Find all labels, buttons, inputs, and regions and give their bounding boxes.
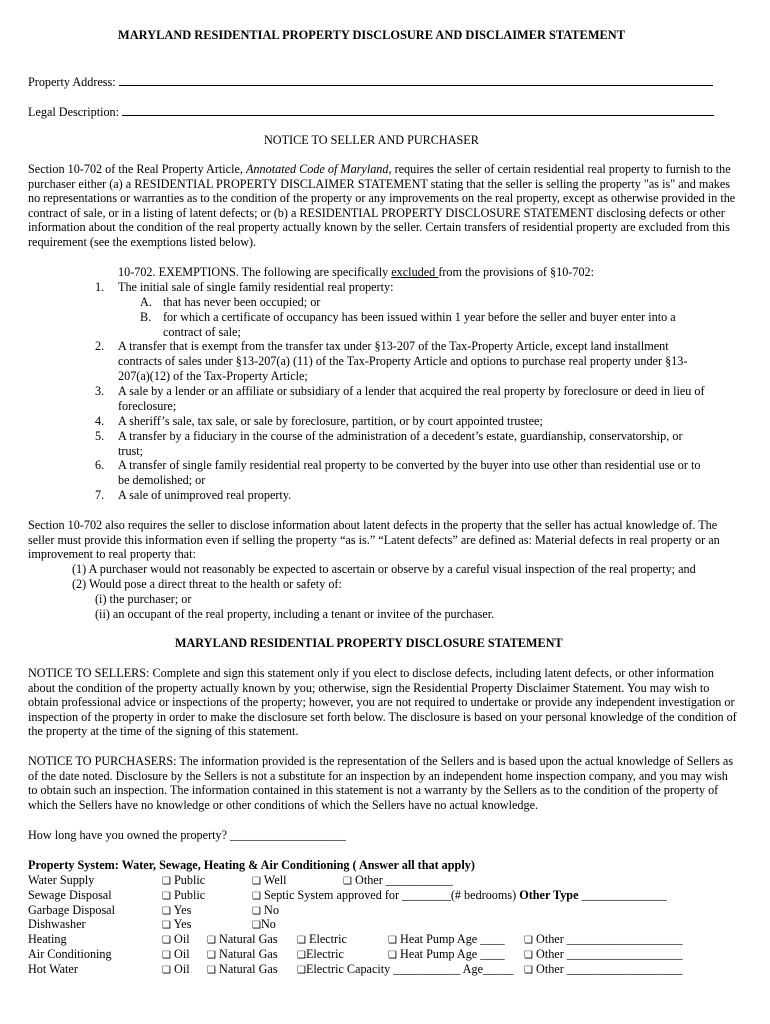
legal-description-label: Legal Description: [28,105,120,119]
checkbox-option[interactable] [297,962,513,979]
option-label: Natural Gas [219,932,278,946]
latent-sub-1: (i) the purchaser; or [95,592,192,606]
option-label: Other ___________________ [536,932,683,946]
checkbox-icon[interactable]: ❑ [162,935,171,946]
latent-defects-paragraph: Section 10-702 also requires the seller to disclose information about latent defects in the property that the seller has actual knowledge of. The seller must provide this information even if selling the property “as is.” “Latent defects” are defined as: Material defects in real property or an improvement to real property that: [28,518,720,562]
option-label: Well [263,873,287,887]
document-title: MARYLAND RESIDENTIAL PROPERTY DISCLOSURE AND DISCLAIMER STATEMENT [118,28,625,42]
exemption-text: A sale of unimproved real property. [118,488,292,502]
checkbox-option[interactable] [252,888,667,905]
exemption-text: A transfer that is exempt from the transfer tax under §13-207 of the Tax-Property Article, except land installment [118,339,669,353]
option-label: Other ___________________ [536,962,683,976]
checkbox-icon[interactable]: ❑ [388,935,397,946]
row-label: Air Conditioning [28,947,112,961]
exemption-num: B. [140,310,152,324]
intro-italic: Annotated Code of Maryland [245,162,389,176]
row-label: Heating [28,932,67,946]
option-label: Other ___________________ [536,947,683,961]
exemption-num: 4. [95,414,105,428]
checkbox-icon[interactable]: ❑ [207,935,216,946]
ownership-duration-question[interactable]: How long have you owned the property? ___________________ [28,828,346,842]
notice-to-sellers: NOTICE TO SELLERS: Complete and sign this statement only if you elect to disclose defects, including latent defects, or other information about the condition of the property actually known by you; otherwise, sign the Residential Property Disclaimer Statement. You may wish to obtain professional advice or inspections of the property; however, you are not required to undertake or provide any independent investigation or inspection of the property in order to make the disclosure set forth below. The disclosure is based on your personal knowledge of the condition of the property at the time of the signing of this statement. [28,666,737,739]
checkbox-icon[interactable]: ❑ [162,920,171,931]
exemptions-heading-text-2: from the provisions of §10-702: [438,265,595,279]
property-address-field[interactable] [28,73,713,90]
checkbox-icon[interactable]: ❑ [162,876,171,887]
option-label: Natural Gas [219,962,278,976]
option-label: Natural Gas [219,947,278,961]
option-label: Yes [173,917,192,931]
checkbox-icon[interactable]: ❑ [207,950,216,961]
option-label: Electric Capacity ___________ Age_____ [305,962,514,976]
latent-item-1: (1) A purchaser would not reasonably be expected to ascertain or observe by a careful visual inspection of the real property; and [72,562,696,576]
checkbox-icon[interactable]: ❑ [162,965,171,976]
exemption-num: 2. [95,339,105,353]
row-label: Water Supply [28,873,95,887]
intro-paragraph [28,162,740,250]
checkbox-icon[interactable]: ❑ [252,920,261,931]
exemption-text: foreclosure; [118,399,177,413]
exemption-text: A transfer by a fiduciary in the course of the administration of a decedent’s estate, guardianship, conservatorship, or [118,429,683,443]
option-label: Oil [174,947,190,961]
checkbox-icon[interactable]: ❑ [297,950,306,961]
checkbox-icon[interactable]: ❑ [162,950,171,961]
row-label: Garbage Disposal [28,903,115,917]
checkbox-icon[interactable]: ❑ [388,950,397,961]
option-label: Public [174,888,206,902]
property-system-heading: Property System: Water, Sewage, Heating & Air Conditioning ( Answer all that apply) [28,858,475,872]
option-label: Oil [174,962,190,976]
intro-text-2: , requires the seller of certain residential real property to furnish to the purchaser either (a) a RESIDENTIAL PROPERTY DISCLAIMER STATEMENT stating that the seller is selling the property "as is" and makes no representations or warranties as to the condition of the property or any improvements on the real property, except as otherwise provided in the contract of sale, or in a listing of latent defects; or (b) a RESIDENTIAL PROPERTY DISCLOSURE STATEMENT disclosing defects or other information about the condition of the real property actually known by the seller. Certain transfers of residential property are excluded from this requirement (see the exemptions listed below). [28,162,736,249]
exemption-num: A. [140,295,152,309]
checkbox-icon[interactable]: ❑ [343,876,352,887]
exemption-text: contract of sale; [163,325,241,339]
notice-to-purchasers: NOTICE TO PURCHASERS: The information provided is the representation of the Sellers and is based upon the actual knowledge of Sellers as of the date noted. Disclosure by the Sellers is not a substitute for an inspection by an independent home inspection company, and you may wish to obtain such an inspection. The information contained in this statement is not a warranty by the Sellers as to the condition of the property of which the Sellers have no knowledge or other conditions of which the Sellers have no actual knowledge. [28,754,734,812]
disclosure-heading: MARYLAND RESIDENTIAL PROPERTY DISCLOSURE STATEMENT [175,636,563,650]
checkbox-icon[interactable]: ❑ [524,935,533,946]
checkbox-icon[interactable]: ❑ [297,935,306,946]
legal-description-line[interactable] [122,103,714,116]
exemptions-heading-underlined: excluded [391,265,439,279]
exemption-text: A transfer of single family residential real property to be converted by the buyer into use other than residential use or to [118,458,701,472]
latent-item-2: (2) Would pose a direct threat to the health or safety of: [72,577,342,591]
exemption-num: 1. [95,280,105,294]
option-label: No [264,903,279,917]
legal-description-field[interactable] [28,103,714,120]
exemption-text: be demolished; or [118,473,206,487]
exemption-num: 7. [95,488,105,502]
exemption-num: 3. [95,384,105,398]
checkbox-icon[interactable]: ❑ [162,891,171,902]
option-label: Electric [309,932,347,946]
exemptions-heading-text: 10-702. EXEMPTIONS. The following are specifically [118,265,392,279]
option-label: Septic System approved for ________(# bedrooms) [264,888,517,902]
checkbox-icon[interactable]: ❑ [252,906,261,917]
property-address-line[interactable] [119,73,713,86]
exemption-text: trust; [118,444,144,458]
checkbox-option[interactable] [162,962,190,979]
row-label: Sewage Disposal [28,888,112,902]
checkbox-icon[interactable]: ❑ [162,906,171,917]
latent-sub-2: (ii) an occupant of the real property, including a tenant or invitee of the purchaser. [95,607,495,621]
exemption-num: 6. [95,458,105,472]
exemption-text: for which a certificate of occupancy has been issued within 1 year before the seller and buyer enter into a [163,310,676,324]
option-label: Heat Pump Age ____ [400,932,505,946]
option-label: Public [174,873,206,887]
exemption-text: contracts of sales under §13-207(a) (11) of the Tax-Property Article and options to purchase real property under §13- [118,354,688,368]
option-label: Oil [174,932,190,946]
notice-heading: NOTICE TO SELLER AND PURCHASER [264,133,479,147]
option-label: Other ___________ [355,873,453,887]
checkbox-icon[interactable]: ❑ [297,965,306,976]
row-label: Dishwasher [28,917,86,931]
option-label: Heat Pump Age ____ [400,947,505,961]
option-label: Yes [173,903,192,917]
exemption-text: that has never been occupied; or [163,295,321,309]
checkbox-icon[interactable]: ❑ [252,876,261,887]
option-label: Electric [305,947,344,961]
checkbox-option[interactable] [207,962,278,979]
exemption-text: A sale by a lender or an affiliate or subsidiary of a lender that acquired the real property by foreclosure or deed in lieu of [118,384,705,398]
exemption-text: A sheriff’s sale, tax sale, or sale by foreclosure, partition, or by court appointed trustee; [118,414,543,428]
exemption-num: 5. [95,429,105,443]
exemption-text: The initial sale of single family residential real property: [118,280,394,294]
exemption-text: 207(a)(12) of the Tax-Property Article; [118,369,308,383]
checkbox-icon[interactable]: ❑ [524,965,533,976]
row-label: Hot Water [28,962,78,976]
option-label: No [260,917,276,931]
other-type-label: Other Type [519,888,579,902]
intro-text-1: Section 10-702 of the Real Property Article, [28,162,246,176]
exemptions-heading [118,265,594,280]
checkbox-icon[interactable]: ❑ [207,965,216,976]
other-type-blank[interactable]: ______________ [581,888,667,902]
checkbox-option[interactable] [524,962,683,979]
property-address-label: Property Address: [28,75,116,89]
checkbox-icon[interactable]: ❑ [524,950,533,961]
checkbox-icon[interactable]: ❑ [252,891,261,902]
